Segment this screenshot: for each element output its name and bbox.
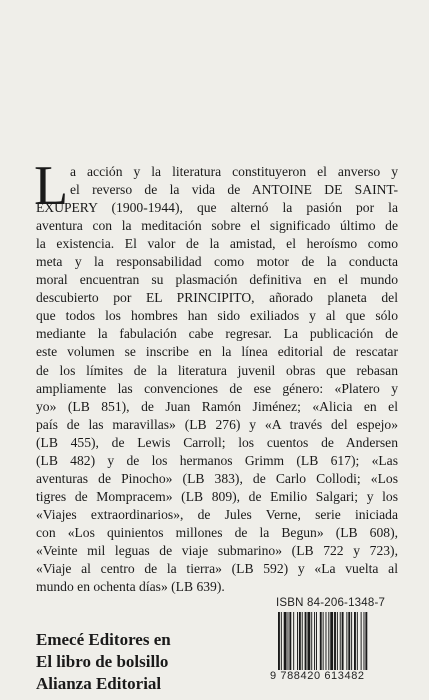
text-line: que todos los hombres han sido exiliados y al que sólo <box>36 308 398 324</box>
text-line: aventura con la meditación sobre el significado último de <box>36 218 398 234</box>
barcode-bar <box>342 612 344 674</box>
barcode-bar <box>357 612 358 674</box>
publisher-line: El libro de bolsillo <box>36 652 169 671</box>
text-line: ampliamente las convenciones de ese género: «Platero y <box>36 380 398 396</box>
barcode-bar <box>316 612 317 674</box>
barcode-bar <box>307 612 310 674</box>
text-line: de los límites de la literatura juvenil obras que rebasan <box>36 362 398 378</box>
publisher-imprint <box>36 629 171 695</box>
text-line: con «Los quinientos millones de la Begun» (LB 608), <box>36 524 398 540</box>
barcode-bar <box>281 612 282 674</box>
barcode-bar <box>314 612 315 674</box>
drop-cap: L <box>34 155 69 217</box>
text-line: país de las maravillas» (LB 276) y «A través del espejo» <box>36 416 398 432</box>
barcode-bar <box>278 612 280 674</box>
text-line: «Veinte mil leguas de viaje submarino» (LB 722 y 723), <box>36 542 398 558</box>
barcode-bar <box>340 612 341 674</box>
text-line: el reverso de la vida de ANTOINE DE SAINT- <box>70 182 398 198</box>
barcode-bar <box>320 612 322 674</box>
text-line: a acción y la literatura constituyeron el anverso y <box>70 164 398 179</box>
text-line: la existencia. El valor de la amistad, el heroísmo como <box>36 236 398 252</box>
barcode-bar <box>293 612 294 674</box>
barcode-bar <box>326 612 327 674</box>
barcode-graphic <box>278 612 396 674</box>
text-line: «Viaje al centro de la tierra» (LB 592) y «La vuelta al <box>36 561 398 577</box>
text-line: (LB 455), de Lewis Carroll; los cuentos de Andersen <box>36 434 398 450</box>
isbn-label: ISBN 84-206-1348-7 <box>276 597 386 609</box>
barcode-bar <box>299 612 301 674</box>
barcode-bar <box>337 612 338 674</box>
text-line: meta y la responsabilidad como motor de la conducta <box>36 254 398 270</box>
barcode-bar <box>305 612 307 674</box>
publisher-line: Alianza Editorial <box>36 674 162 693</box>
barcode-bar <box>311 612 312 674</box>
barcode-bar <box>351 612 352 674</box>
barcode-bar <box>302 612 303 674</box>
barcode-bar <box>365 612 367 674</box>
text-line: descubierto por EL PRINCIPITO, añorado planeta del <box>36 290 398 306</box>
text-line: EXUPERY (1900-1944), que alternó la pasión por la <box>36 200 398 216</box>
barcode-bar <box>328 612 329 674</box>
barcode-bar <box>334 612 336 674</box>
text-line: moral encuentran su plasmación definitiva en el mundo <box>36 272 398 288</box>
barcode-bar <box>284 612 287 674</box>
barcode-bar <box>289 612 291 674</box>
text-line: (LB 482) y de los hermanos Grimm (LB 617); «Las <box>36 452 398 468</box>
text-line: mundo en ochenta días» (LB 639). <box>36 579 225 595</box>
text-line: yo» (LB 851), de Juan Ramón Jiménez; «Alicia en el <box>36 398 398 414</box>
text-line: mediante la fabulación cabe regresar. La publicación de <box>36 326 398 342</box>
barcode-bar <box>330 612 333 674</box>
barcode-bar <box>323 612 324 674</box>
synopsis-text <box>36 163 398 596</box>
text-line: aventuras de Pinocho» (LB 383), de Carlo Collodi; «Los <box>36 470 398 486</box>
barcode-bar <box>361 612 362 674</box>
text-line: tigres de Mompracem» (LB 809), de Emilio Salgari; y los <box>36 488 398 504</box>
barcode-bar <box>288 612 289 674</box>
text-line: este volumen se inscribe en la línea editorial de rescatar <box>36 344 398 360</box>
barcode-number: 9 788420 613482 <box>270 670 400 682</box>
barcode-bar <box>348 612 350 674</box>
barcode-bar <box>364 612 365 674</box>
publisher-line: Emecé Editores en <box>36 630 171 649</box>
barcode-bar <box>354 612 356 674</box>
barcode-bar <box>297 612 298 674</box>
barcode-bar <box>346 612 347 674</box>
text-line: «Viajes extraordinarios», de Jules Verne, serie iniciada <box>36 506 398 522</box>
